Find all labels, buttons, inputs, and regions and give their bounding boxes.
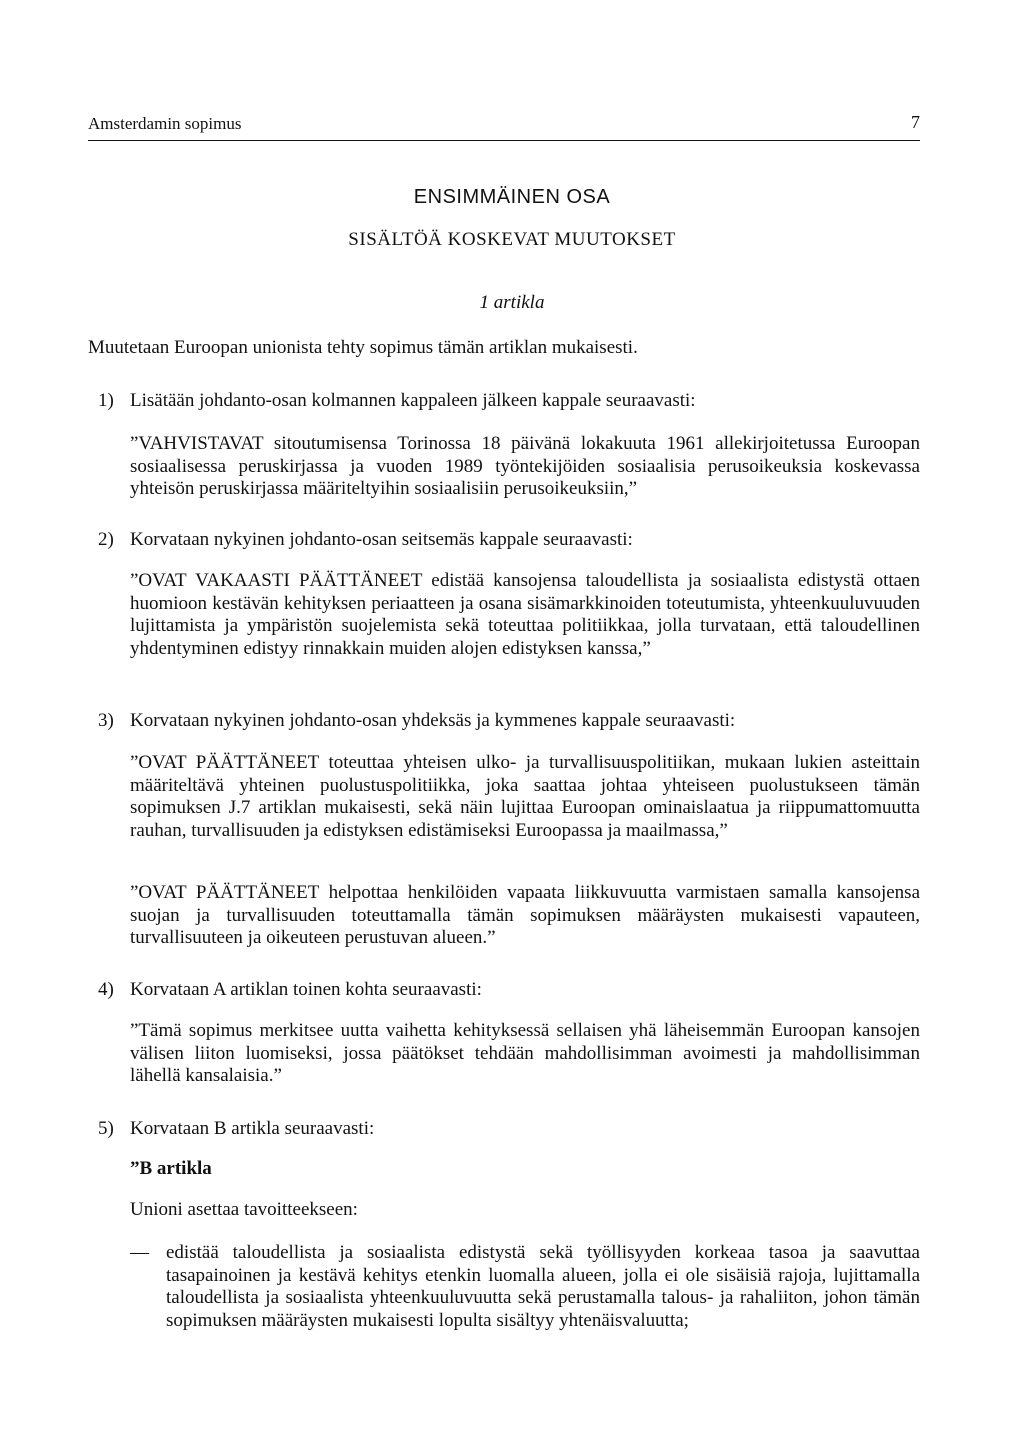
page-header: [88, 108, 920, 141]
item-2-quote-1: ”OVAT VAKAASTI PÄÄTTÄNEET edistää kansojensa taloudellista ja sosiaalista edistystä ottaen huomioon kestävän kehityksen periaatteen ja osana sisämarkkinoiden toteutumista, yhteenkuuluvuuden lujittamista ja ympäristön suojelemista sekä toteuttaa politiikkaa, jolla turvataan, että taloudellinen yhdentyminen edistyy rinnakkain muiden alojen edistyksen kanssa,”: [130, 570, 920, 659]
item-3-quote-2: ”OVAT PÄÄTTÄNEET helpottaa henkilöiden vapaata liikkuvuutta varmistaen samalla kansojensa suojan ja turvallisuuden toteuttamalla tämän sopimuksen määräysten mukaisesti vapauteen, turvallisuuteen ja oikeuteen perustuvan alueen.”: [130, 882, 920, 949]
part-title: ENSIMMÄINEN OSA: [413, 186, 611, 208]
item-1-quote-1: ”VAHVISTAVAT sitoutumisensa Torinossa 18 päivänä lokakuuta 1961 allekirjoitetussa Euroopan sosiaalisessa peruskirjassa ja vuoden 1989 työntekijöiden sosiaalisia perusoikeuksia koskevassa yhteisön peruskirjassa määriteltyihin sosiaalisiin perusoikeuksiin,”: [130, 433, 920, 500]
item-number-4: 4): [98, 979, 114, 1000]
page-number: 7: [911, 112, 920, 132]
intro-paragraph: Muutetaan Euroopan unionista tehty sopimus tämän artiklan mukaisesti.: [88, 337, 638, 358]
article-heading: 1 artikla: [479, 292, 545, 313]
item-text-5: Korvataan B artikla seuraavasti:: [130, 1118, 375, 1139]
item-number-3: 3): [98, 710, 114, 731]
item-number-1: 1): [98, 390, 114, 411]
item-number-5: 5): [98, 1118, 114, 1139]
item-text-4: Korvataan A artiklan toinen kohta seuraavasti:: [130, 979, 482, 1000]
item-5-quote-heading: ”B artikla: [130, 1158, 212, 1179]
document-title: Amsterdamin sopimus: [88, 114, 242, 133]
part-subtitle: SISÄLTÖÄ KOSKEVAT MUUTOKSET: [348, 229, 676, 250]
item-4-quote-1: ”Tämä sopimus merkitsee uutta vaihetta kehityksessä sellaisen yhä läheisemmän Euroopan kansojen välisen liiton luomiseksi, jossa päätökset tehdään mahdollisimman avoimesti ja mahdollisimman lähellä kansalaisia.”: [130, 1020, 920, 1087]
bullet-dash: —: [130, 1242, 149, 1263]
item-text-2: Korvataan nykyinen johdanto-osan seitsemäs kappale seuraavasti:: [130, 529, 633, 550]
item-text-3: Korvataan nykyinen johdanto-osan yhdeksäs ja kymmenes kappale seuraavasti:: [130, 710, 736, 731]
bullet-text-1: edistää taloudellista ja sosiaalista edistystä sekä työllisyyden korkeaa tasoa ja saavuttaa tasapainoinen ja kestävä kehitys etenkin luomalla alueen, jolla ei ole sisäisiä rajoja, lujittamalla taloudellista ja sosiaalista yhteenkuuluvuutta sekä perustamalla talous- ja rahaliiton, johon tämän sopimuksen määräysten mukaisesti lopulta sisältyy yhtenäisvaluutta;: [166, 1242, 920, 1331]
item-3-quote-1: ”OVAT PÄÄTTÄNEET toteuttaa yhteisen ulko- ja turvallisuuspolitiikan, mukaan lukien asteittain määriteltävä yhteinen puolustuspolitiikka, joka saattaa johtaa yhteiseen puolustukseen tämän sopimuksen J.7 artiklan mukaisesti, sekä näin lujittaa Euroopan ominaislaatua ja riippumattomuutta rauhan, turvallisuuden ja edistyksen edistämiseksi Euroopassa ja maailmassa,”: [130, 752, 920, 841]
item-number-2: 2): [98, 529, 114, 550]
item-5-quote-intro: Unioni asettaa tavoitteekseen:: [130, 1199, 358, 1220]
item-text-1: Lisätään johdanto-osan kolmannen kappaleen jälkeen kappale seuraavasti:: [130, 390, 696, 411]
